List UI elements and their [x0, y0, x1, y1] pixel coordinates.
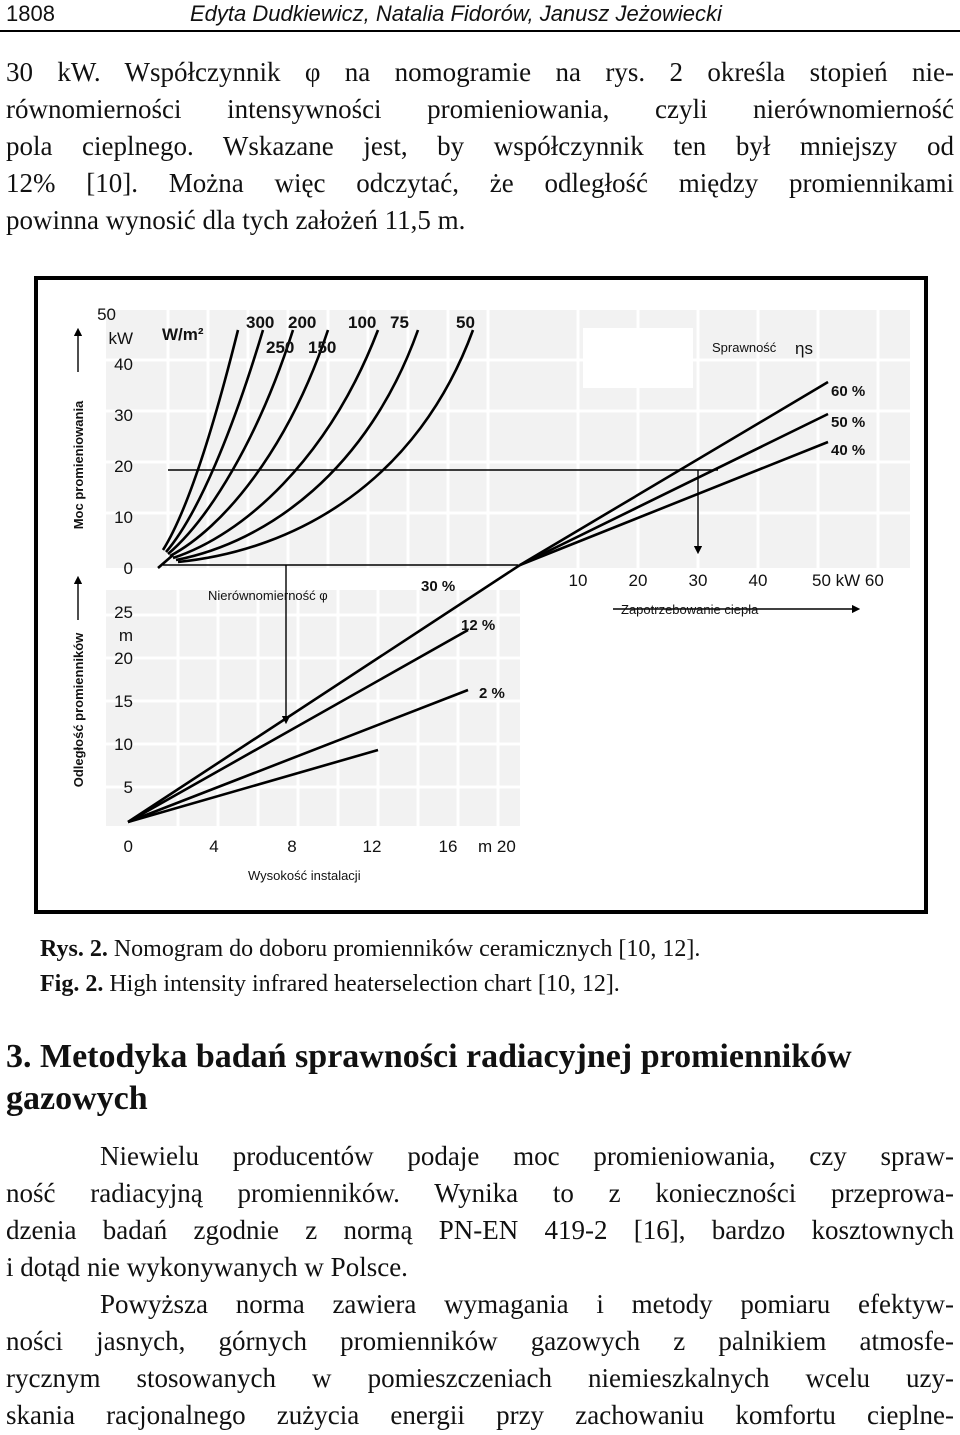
caption-text: Nomogram do doboru promienników ceramicznych [10, 12].: [113, 936, 701, 962]
x-tick: 4: [209, 837, 219, 856]
x-tick: 12: [362, 837, 382, 856]
curve-label: 200: [288, 313, 317, 332]
tick-label: 50: [97, 305, 116, 324]
x-tick: 16: [438, 837, 458, 856]
tick-label: 20: [114, 457, 133, 476]
text-line: Powyższa norma zawiera wymagania i metody pomiaru efektyw-: [100, 1289, 954, 1319]
curve-label: 250: [266, 338, 295, 357]
curve-label: 300: [246, 313, 275, 332]
x-tick: 10: [568, 571, 588, 590]
running-head-authors: Edyta Dudkiewicz, Natalia Fidorów, Janusz Jeżowiecki: [190, 1, 722, 26]
text-line: powinna wynosić dla tych założeń 11,5 m.: [6, 205, 466, 235]
nomogram-figure: [34, 276, 928, 914]
nonuniformity-value: 30 %: [421, 578, 456, 595]
curve-label: 50: [456, 313, 475, 332]
text-line: pola cieplnego. Wskazane jest, by współczynnik ten był mniejszy od: [6, 131, 954, 161]
efficiency-value: 50 %: [831, 414, 866, 431]
text-line: ność radiacyjną promienników. Wynika to z konieczności przeprowa-: [6, 1178, 954, 1208]
body-paragraph: [6, 1138, 954, 1286]
tick-label: 15: [114, 692, 133, 711]
curve-label: 100: [348, 313, 377, 332]
axis-unit: kW: [108, 329, 133, 348]
nonuniformity-value: 12 %: [461, 617, 496, 634]
efficiency-symbol: ηs: [795, 339, 813, 358]
tick-label: 30: [114, 406, 133, 425]
x-axis-title-heat-demand: Zapotrzebowanie ciepła: [621, 602, 759, 617]
page-number: 1808: [6, 1, 55, 26]
x-tick: 30: [688, 571, 708, 590]
efficiency-label: Sprawność: [712, 340, 777, 355]
tick-label: 40: [114, 355, 133, 374]
section-heading: [6, 1036, 954, 1120]
page-header: [0, 0, 960, 32]
body-paragraph: [6, 1286, 954, 1434]
x-tick: 20: [628, 571, 648, 590]
intro-paragraph: [6, 54, 954, 239]
caption-text: High intensity infrared heaterselection chart [10, 12].: [109, 971, 620, 997]
tick-label: 25: [114, 603, 133, 622]
x-axis-title-height: Wysokość instalacji: [248, 868, 361, 883]
tick-label: 5: [123, 778, 133, 797]
x-tick: m 20: [478, 837, 516, 856]
tick-label: 0: [123, 559, 133, 578]
curve-label: 75: [390, 313, 409, 332]
nonuniformity-label: Nierównomierność φ: [208, 588, 328, 603]
nonuniformity-value: 2 %: [479, 685, 505, 702]
efficiency-value: 60 %: [831, 383, 866, 400]
text-line: 12% [10]. Można więc odczytać, że odległość między promiennikami: [6, 168, 954, 198]
text-line: skania racjonalnego zużycia energii przy zachowaniu komfortu cieplne-: [6, 1400, 954, 1430]
text-line: i dotąd nie wykonywanych w Polsce.: [6, 1252, 408, 1282]
text-line: równomierności intensywności promieniowania, czyli nierównomierność: [6, 94, 954, 124]
caption-prefix: Fig. 2.: [40, 971, 104, 997]
text-line: ności jasnych, górnych promienników gazowych z palnikiem atmosfe-: [6, 1326, 954, 1356]
axis-title-distance: Odległość promienników: [71, 632, 86, 788]
tick-label: 10: [114, 735, 133, 754]
nomogram-svg: [38, 280, 924, 910]
x-tick: 50 kW 60: [812, 571, 884, 590]
text-line: 30 kW. Współczynnik φ na nomogramie na rys. 2 określa stopień nie-: [6, 57, 954, 87]
section-heading-line: gazowych: [6, 1080, 148, 1117]
curve-label: 150: [308, 338, 337, 357]
efficiency-value: 40 %: [831, 442, 866, 459]
tick-label: 20: [114, 649, 133, 668]
axis-title-power: Moc promieniowania: [71, 400, 86, 530]
tick-label: 0: [123, 837, 133, 856]
tick-label: 10: [114, 508, 133, 527]
section-heading-line: 3. Metodyka badań sprawności radiacyjnej promienników: [6, 1038, 852, 1075]
curve-header: W/m²: [162, 325, 204, 344]
distance-grid: [106, 590, 520, 826]
figure-caption-en: [40, 971, 620, 998]
text-line: dzenia badań zgodnie z normą PN-EN 419-2 [16], bardzo kosztownych: [6, 1215, 954, 1245]
caption-prefix: Rys. 2.: [40, 936, 108, 962]
text-line: Niewielu producentów podaje moc promieniowania, czy spraw-: [100, 1141, 954, 1171]
axis-unit: m: [118, 626, 133, 645]
x-tick: 8: [287, 837, 297, 856]
x-tick: 40: [748, 571, 768, 590]
text-line: rycznym stosowanych w pomieszczeniach niemieszkalnych wcelu uzy-: [6, 1363, 954, 1393]
figure-caption-pl: [40, 936, 700, 963]
